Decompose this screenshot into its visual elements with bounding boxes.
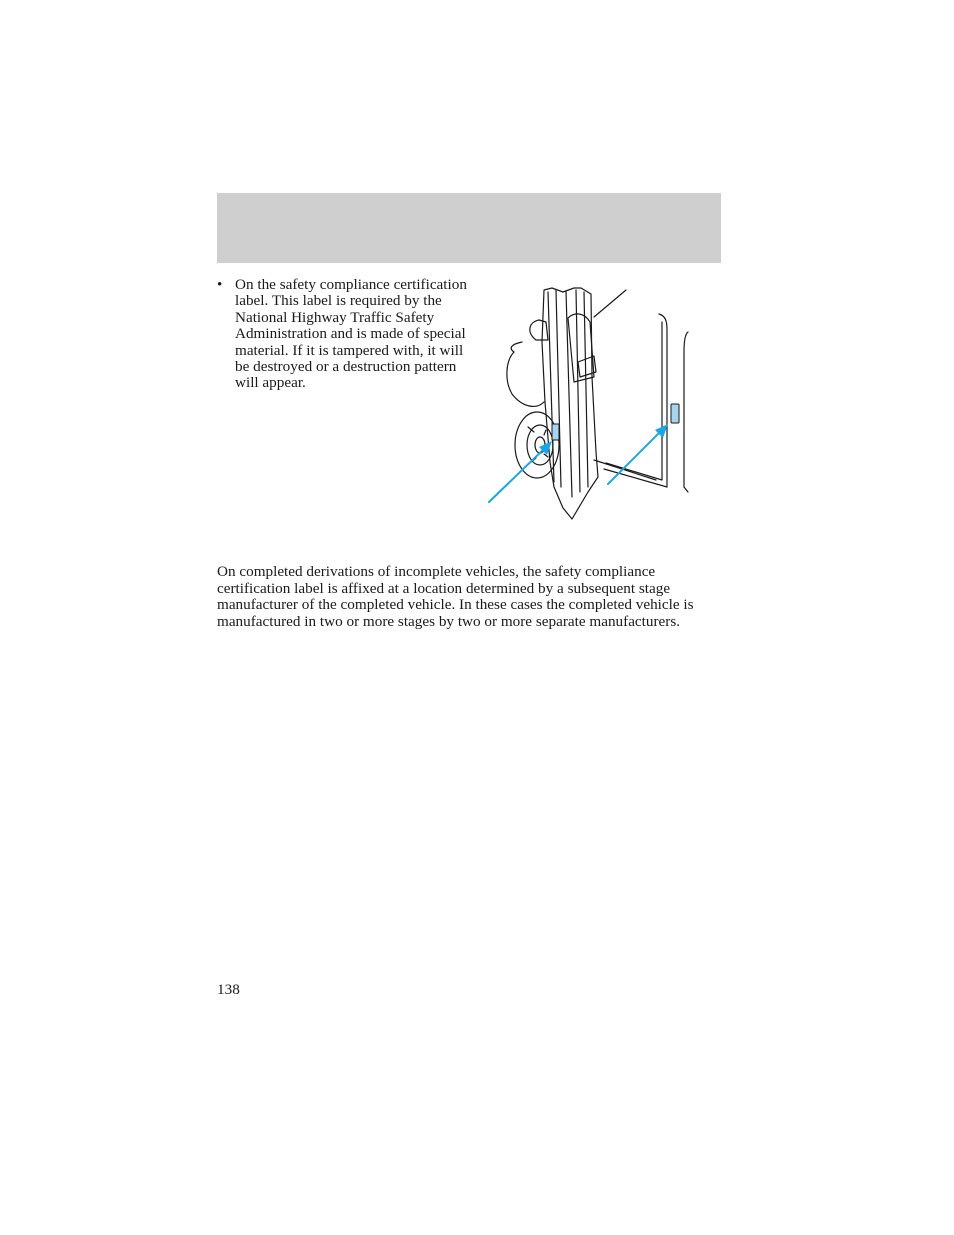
body-rear-edge: [684, 332, 688, 492]
door-opening-frame: [604, 314, 667, 487]
front-fender: [507, 352, 544, 406]
arrow-to-pillar-label: [608, 430, 662, 484]
body-paragraph: On completed derivations of incomplete vehicles, the safety compliance certification label is affixed at a location determined by a subsequent stage manufacturer of the completed vehicle. In these cases the completed vehicle is manufactured in two or more stages by two or more separate manufacturers.: [217, 563, 694, 630]
bullet-text: On the safety compliance certification label. This label is required by the National Highway Traffic Safety Administration and is made of special material. If it is tampered with, it will be destroyed or a destruction pattern will appear.: [235, 276, 467, 392]
door-label-illustration: [484, 282, 694, 522]
roof-line: [594, 290, 626, 317]
bullet-item: [217, 277, 477, 392]
bullet-marker: •: [217, 276, 223, 293]
arrow-to-door-label: [489, 447, 546, 502]
bullet-list: [217, 277, 477, 392]
page-number: 138: [217, 981, 240, 998]
section-header-band: [217, 193, 721, 263]
side-mirror: [530, 320, 548, 340]
pillar-label-marker: [671, 404, 679, 423]
door-label-marker: [552, 424, 559, 440]
